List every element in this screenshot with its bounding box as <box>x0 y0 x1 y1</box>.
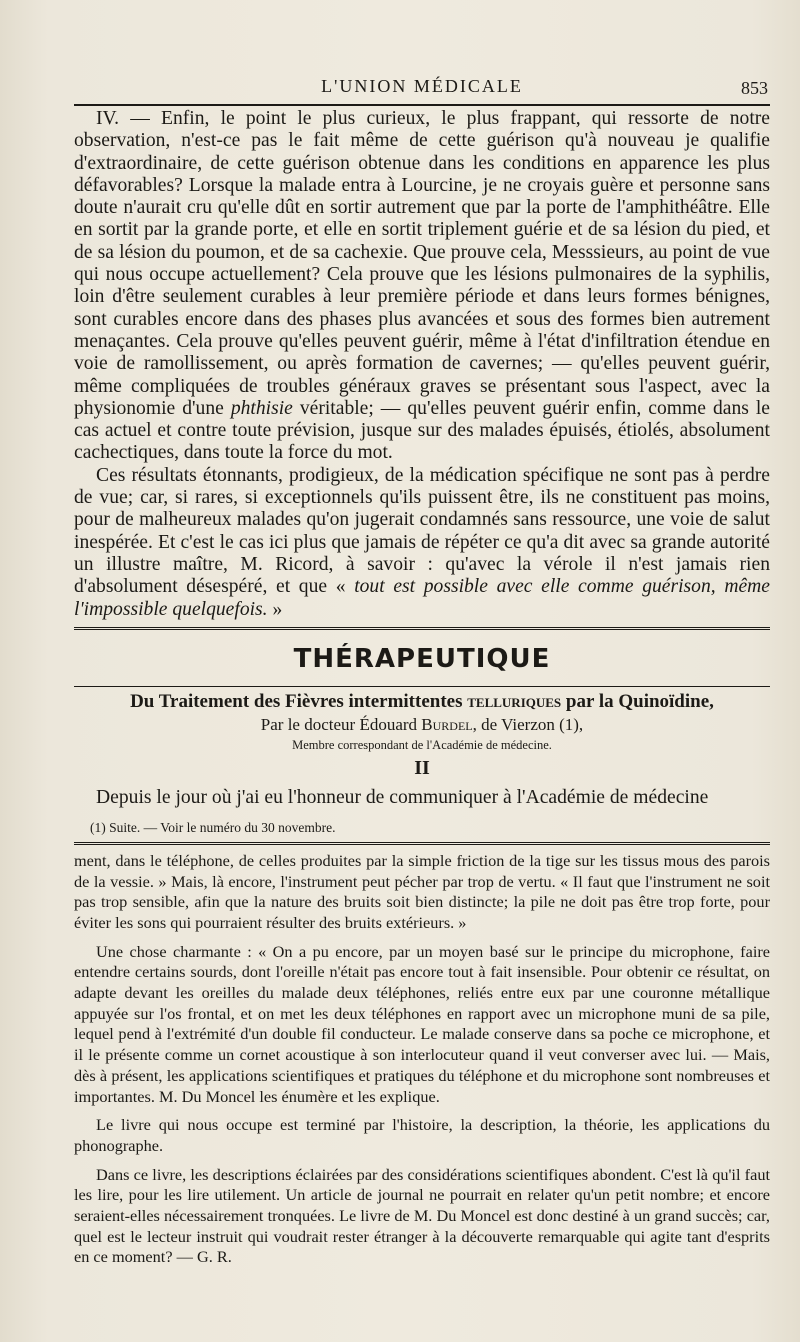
running-title: L'UNION MÉDICALE <box>321 76 523 96</box>
section-heading: THÉRAPEUTIQUE <box>293 643 551 674</box>
page-number: 853 <box>741 78 768 98</box>
paragraph-results-text: Ces résultats étonnants, prodigieux, de la médication spécifique ne sont pas à perdre de vue; car, si rares, si exceptionnels qu'ils puissent être, ils ne constituent pas moins, pour de malheureux malades qu'on jugerait condamnés sans ressource, une voie de salut inespérée. Et c'est le cas ici plus que jamais de répéter ce qu'a dit avec sa grande autorité un illustre maître, M. Ricord, à savoir : qu'avec la vérole il n'est jamais rien d'absolument désespéré, et que « <box>74 464 770 598</box>
article-title-part1: Du Traitement des Fièvres intermittentes <box>130 690 468 712</box>
ricord-quote: tout est possible avec elle comme guérison, même l'impossible quelquefois. <box>74 576 771 620</box>
paragraph-iv-text: IV. — Enfin, le point le plus curieux, le plus frappant, qui ressorte de notre observation, n'est-ce pas le fait même de cette guérison qu'à nouveau je qualifie d'extraordinaire, de cette guérison obtenue dans les conditions en apparence les plus défavorables? Lorsque la malade entra à Lourcine, je ne croyais guère et personne sans doute n'aurait cru qu'elle dût en sortir autrement que par la porte de l'amphithéâtre. Elle en sortit par la grande porte, et elle en sortit triplement guérie et de sa lésion du pied, et de sa lésion du poumon, et de sa cachexie. Que prouve cela, Messsieurs, au point de vue qui nous occupe actuellement? Cela prouve que les lésions pulmonaires de la syphilis, loin d'être seulement curables à leur première période et dans leurs formes bénignes, sont curables encore dans des phases plus avancées et sous des formes bien autrement menaçantes. Cela prouve qu'elles peuvent guérir, même à l'état d'infiltration étendue en voie de ramollissement, ou après formation de cavernes; — qu'elles peuvent guérir, même compliquées de troubles généraux graves se présentant sous l'aspect, avec la physionomie d'une <box>74 108 770 419</box>
review-paragraph-1: ment, dans le téléphone, de celles produites par la simple friction de la tige sur les tissus mous des parois de la vessie. » Mais, là encore, l'instrument peut pécher par trop de vertu. « Il faut que l'instrument ne soit pas trop sensible, afin que la nature des bruits soit bien distincte; la pile ne doit pas être trop forte, pour éviter les sons qui pourraient résulter des bruits extérieurs. » <box>74 850 770 932</box>
article-opening: Depuis le jour où j'ai eu l'honneur de communiquer à l'Académie de médecine <box>96 786 709 808</box>
article-title <box>74 691 770 713</box>
quote-close: » <box>267 598 283 620</box>
section-number: II <box>414 756 430 779</box>
header-rule <box>74 104 770 106</box>
section-observation <box>74 108 770 621</box>
author-name: Burdel <box>421 714 473 734</box>
review-paragraph-2: Une chose charmante : « On a pu encore, par un moyen basé sur le principe du microphone, faire entendre certains sourds, dont l'oreille n'était pas encore tout à fait insensible. Pour obtenir ce résultat, on adapte devant les oreilles du malade deux téléphones, reliés entre eux par une couronne métallique appuyée sur l'os frontal, et on met les deux téléphones en rapport avec un microphone muni de sa pile, lequel pend à l'extrémité d'un double fil conducteur. Le malade conserve dans sa poche ce microphone, et il le présente comme un cornet acoustique à son interlocuteur quand il veut converser avec lui. — Mais, dès à présent, les applications scientifiques et pratiques du téléphone et du microphone sont nombreuses et importantes. M. Du Moncel les énumère et les explique. <box>74 941 770 1106</box>
running-header <box>74 70 770 100</box>
author-affiliation: Membre correspondant de l'Académie de médecine. <box>292 737 552 752</box>
heading-rule <box>74 686 770 687</box>
review-paragraph-4: Dans ce livre, les descriptions éclairées par des considérations scientifiques abondent. C'est là qu'il faut les lire, pour les lire utilement. Un article de journal ne pourrait en relater qu'un petit nombre; et encore seraient-elles nécessairement tronquées. Le livre de M. Du Moncel est donc destiné à un grand succès; car, quel est le lecteur instruit qui voudrait rester étranger à la découverte remarquable qui agite tant d'esprits en ce moment? — G. R. <box>74 1164 770 1267</box>
footnote: (1) Suite. — Voir le numéro du 30 novembre. <box>90 819 336 835</box>
article-title-small: telluriques <box>467 690 562 712</box>
paragraph-iv-end: véritable; — qu'elles peuvent guérir enfin, comme dans le cas actuel et contre toute prévision, jusque sur des malades épuisés, étiolés, absolument cachectiques, dans toute la force du mot. <box>74 397 770 464</box>
section-divider <box>74 627 770 630</box>
phthisie-word: phthisie <box>230 397 293 419</box>
article-author <box>74 715 770 735</box>
author-prefix: Par le docteur Édouard <box>260 714 422 734</box>
author-suffix: , de Vierzon (1), <box>472 714 584 734</box>
paragraph-results <box>74 465 770 621</box>
section-review <box>74 851 770 1268</box>
review-paragraph-3: Le livre qui nous occupe est terminé par l'histoire, la description, la théorie, les applications du phonographe. <box>74 1115 770 1155</box>
article-title-part2: par la Quinoïdine, <box>561 690 714 712</box>
feuilleton-divider <box>74 842 770 845</box>
paragraph-iv <box>74 108 770 465</box>
